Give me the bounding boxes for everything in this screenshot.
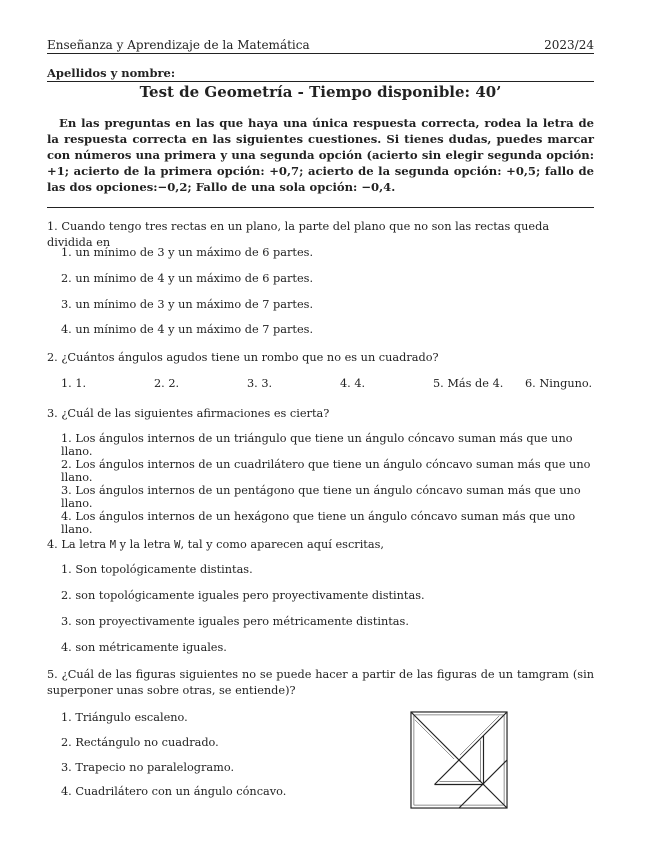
tangram-edge-1 [435,760,460,785]
q1-option-3[interactable]: 3. un mínimo de 3 y un máximo de 7 partes. [61,298,314,311]
q1-option-1[interactable]: 1. un mínimo de 3 y un máximo de 6 partes. [61,246,314,259]
q2-option-6[interactable]: 6. Ninguno. [525,377,593,390]
q4-text-c: , tal y como aparecen aquí escritas, [180,538,384,551]
q2-option-3[interactable]: 3. 3. [247,377,273,390]
instructions-rule [47,207,594,208]
q2-option-1[interactable]: 1. 1. [61,377,87,390]
q4-text-a: 4. La letra [47,538,110,551]
question-1: 1. Cuando tengo tres rectas en un plano, la parte del plano que no son las rectas queda dividida en [47,220,550,249]
q4-option-2[interactable]: 2. son topológicamente iguales pero proyectivamente distintas. [61,589,425,602]
q5-option-4[interactable]: 4. Cuadrilátero con un ángulo cóncavo. [61,785,287,798]
name-label: Apellidos y nombre: [47,66,176,80]
q4-letter-w: W [174,539,181,551]
tangram-figure [410,711,508,809]
question-2: 2. ¿Cuántos ángulos agudos tiene un rombo que no es un cuadrado? [47,351,439,364]
tangram-inner-edge-1 [415,720,454,759]
q2-option-2[interactable]: 2. 2. [154,377,180,390]
course-title: Enseñanza y Aprendizaje de la Matemática [47,38,310,52]
q4-option-1[interactable]: 1. Son topológicamente distintas. [61,563,253,576]
q5-option-1[interactable]: 1. Triángulo escaleno. [61,711,188,724]
q3-option-1[interactable]: 1. Los ángulos internos de un triángulo que tiene un ángulo cóncavo suman más que uno llano. [61,432,573,458]
question-3: 3. ¿Cuál de las siguientes afirmaciones es cierta? [47,407,330,420]
page-title: Test de Geometría - Tiempo disponible: 40’ [139,83,502,101]
academic-year: 2023/24 [544,38,594,52]
q4-letter-m: M [109,539,117,551]
q4-text-b: y la letra [116,538,175,551]
q1-option-4[interactable]: 4. un mínimo de 4 y un máximo de 7 partes. [61,323,314,336]
q3-option-3[interactable]: 3. Los ángulos internos de un pentágono que tiene un ángulo cóncavo suman más que uno llano. [61,484,581,510]
name-rule [47,81,594,82]
q1-option-2[interactable]: 2. un mínimo de 4 y un máximo de 6 partes. [61,272,314,285]
q4-option-4[interactable]: 4. son métricamente iguales. [61,641,227,654]
instructions: En las preguntas en las que haya una única respuesta correcta, rodea la letra de la respuesta correcta en las siguientes cuestiones. Si tienes dudas, puedes marcar con números una primera y una segunda opción (acierto sin elegir segunda opción: +1; acierto de la primera opción: +0,7; acierto de la segunda opción: +0,5; fallo de las dos opciones:−0,2; Fallo de una sola opción: −0,4. [47,116,594,194]
q2-option-4[interactable]: 4. 4. [340,377,366,390]
q2-option-5[interactable]: 5. Más de 4. [433,377,504,390]
question-5: 5. ¿Cuál de las figuras siguientes no se puede hacer a partir de las figuras de un tamgram (sin superponer unas sobre otras, se entiende)? [47,668,594,697]
q5-option-3[interactable]: 3. Trapecio no paralelogramo. [61,761,235,774]
q3-option-2[interactable]: 2. Los ángulos internos de un cuadrilátero que tiene un ángulo cóncavo suman más que uno llano. [61,458,591,484]
q3-option-4[interactable]: 4. Los ángulos internos de un hexágono que tiene un ángulo cóncavo suman más que uno llano. [61,510,576,536]
header-rule [47,53,594,54]
q5-option-2[interactable]: 2. Rectángulo no cuadrado. [61,736,219,749]
question-4 [47,537,594,553]
tangram-inner-edge-2 [460,716,499,755]
q4-option-3[interactable]: 3. son proyectivamente iguales pero métricamente distintas. [61,615,409,628]
